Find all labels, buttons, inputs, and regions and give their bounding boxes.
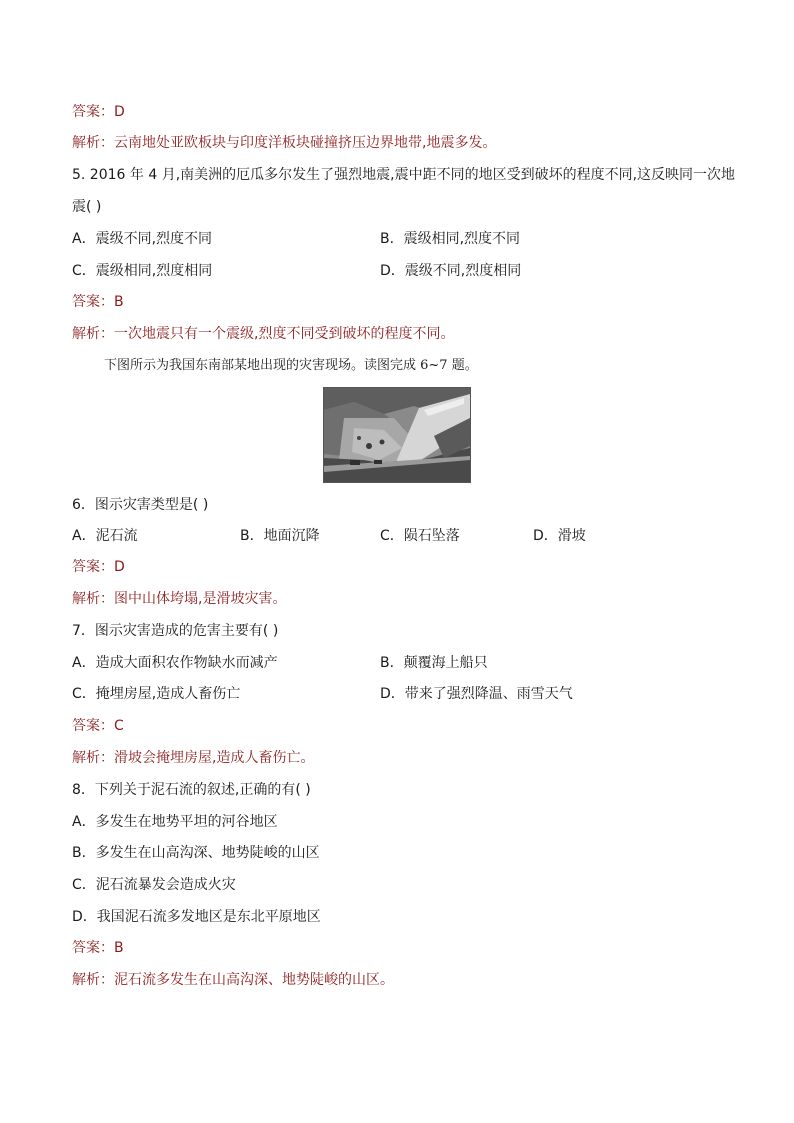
question-8-option-b: B．多发生在山高沟深、地势陡峻的山区 [72, 845, 320, 861]
question-7-option-c: C．掩埋房屋,造成人畜伤亡 [72, 686, 241, 702]
question-5-stem-line1: 5. 2016 年 4 月,南美洲的厄瓜多尔发生了强烈地震,震中距不同的地区受到破坏的程度不同,这反映同一次地 [72, 167, 736, 183]
analysis-1: 解析：云南地处亚欧板块与印度洋板块碰撞挤压边界地带,地震多发。 [72, 135, 497, 151]
answer-1: 答案：D [72, 104, 125, 120]
question-5-option-a: A．震级不同,烈度不同 [72, 231, 213, 247]
question-7-answer: 答案：C [72, 718, 124, 734]
question-6-option-c: C．陨石坠落 [380, 528, 460, 544]
question-8-option-c: C．泥石流暴发会造成火灾 [72, 877, 236, 893]
question-7-option-b: B．颠覆海上船只 [380, 655, 488, 671]
question-5-stem-line2: 震( ) [72, 199, 102, 215]
question-5-option-b: B．震级相同,烈度不同 [380, 231, 521, 247]
question-5-option-c: C．震级相同,烈度相同 [72, 263, 213, 279]
question-8-analysis: 解析：泥石流多发生在山高沟深、地势陡峻的山区。 [72, 972, 394, 988]
question-6-option-b: B．地面沉降 [240, 528, 320, 544]
question-5-analysis: 解析：一次地震只有一个震级,烈度不同受到破坏的程度不同。 [72, 326, 455, 342]
question-6-stem: 6．图示灾害类型是( ) [72, 497, 209, 513]
question-7-option-d: D．带来了强烈降温、雨雪天气 [380, 686, 573, 702]
question-7-stem: 7．图示灾害造成的危害主要有( ) [72, 623, 279, 639]
question-7-option-a: A．造成大面积农作物缺水而减产 [72, 655, 278, 671]
question-5-answer: 答案：B [72, 294, 124, 310]
figure-intro: 下图所示为我国东南部某地出现的灾害现场。读图完成 6~7 题。 [104, 358, 478, 373]
question-5-option-d: D．震级不同,烈度相同 [380, 263, 522, 279]
question-6-option-d: D．滑坡 [533, 528, 586, 544]
question-8-stem: 8．下列关于泥石流的叙述,正确的有( ) [72, 782, 311, 798]
question-8-option-d: D．我国泥石流多发地区是东北平原地区 [72, 909, 321, 925]
landslide-photo [323, 387, 471, 483]
question-6-option-a: A．泥石流 [72, 528, 138, 544]
question-7-analysis: 解析：滑坡会掩埋房屋,造成人畜伤亡。 [72, 750, 315, 766]
question-6-analysis: 解析：图中山体垮塌,是滑坡灾害。 [72, 591, 287, 607]
question-8-answer: 答案：B [72, 940, 124, 956]
question-6-answer: 答案：D [72, 559, 125, 575]
question-8-option-a: A．多发生在地势平坦的河谷地区 [72, 814, 278, 830]
